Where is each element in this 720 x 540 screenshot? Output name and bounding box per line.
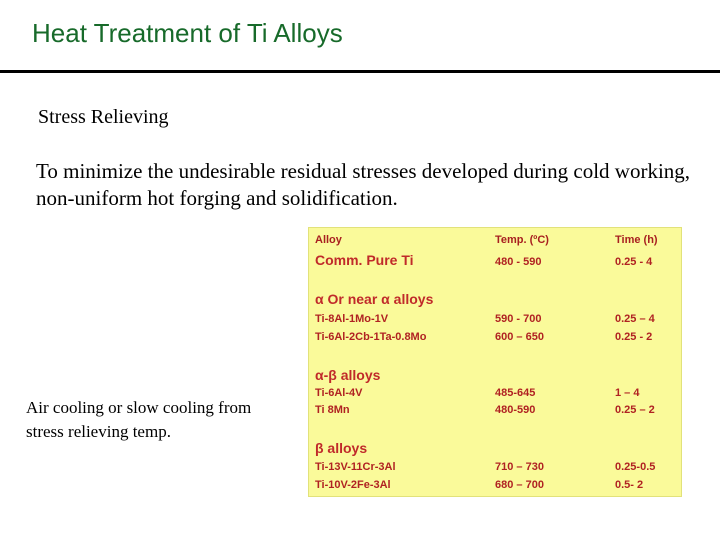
alpha-beta-row-2-temp: 480-590 — [495, 404, 536, 416]
row-comm-pure-time: 0.25 - 4 — [615, 256, 653, 268]
alpha-row-2-temp: 600 – 650 — [495, 331, 544, 343]
group-alpha-beta-label: α-β alloys — [315, 367, 381, 383]
description-text: To minimize the undesirable residual stresses developed during cold working, non-uniform hot forging and solidification. — [36, 159, 691, 210]
row-comm-pure-alloy: Comm. Pure Ti — [315, 252, 414, 268]
beta-row-1-alloy: Ti-13V-11Cr-3Al — [315, 461, 396, 473]
slide-title: Heat Treatment of Ti Alloys — [32, 18, 343, 48]
header-time: Time (h) — [615, 234, 658, 246]
header-alloy: Alloy — [315, 234, 342, 246]
alpha-row-1-time: 0.25 – 4 — [615, 313, 655, 325]
alpha-beta-row-2-time: 0.25 – 2 — [615, 404, 655, 416]
group-alpha-label: α Or near α alloys — [315, 291, 434, 307]
alpha-row-1-alloy: Ti-8Al-1Mo-1V — [315, 313, 389, 325]
alpha-row-2-alloy: Ti-6Al-2Cb-1Ta-0.8Mo — [315, 331, 427, 343]
alpha-beta-row-1-time: 1 – 4 — [615, 387, 640, 399]
stress-relief-table — [308, 227, 682, 497]
alpha-row-2-time: 0.25 - 2 — [615, 331, 653, 343]
alpha-beta-row-1-temp: 485-645 — [495, 387, 536, 399]
cooling-note: Air cooling or slow cooling from stress relieving temp. — [26, 398, 252, 441]
beta-row-2-temp: 680 – 700 — [495, 479, 544, 491]
section-heading: Stress Relieving — [38, 106, 169, 128]
group-beta-label: β alloys — [315, 440, 368, 456]
alpha-beta-row-1-alloy: Ti-6Al-4V — [315, 387, 363, 399]
row-comm-pure-temp: 480 - 590 — [495, 256, 542, 268]
alpha-row-1-temp: 590 - 700 — [495, 313, 542, 325]
beta-row-2-alloy: Ti-10V-2Fe-3Al — [315, 479, 391, 491]
title-divider — [0, 70, 720, 73]
beta-row-1-time: 0.25-0.5 — [615, 461, 656, 473]
header-temp: Temp. (ºC) — [495, 234, 549, 246]
beta-row-2-time: 0.5- 2 — [615, 479, 644, 491]
beta-row-1-temp: 710 – 730 — [495, 461, 544, 473]
alpha-beta-row-2-alloy: Ti 8Mn — [315, 404, 350, 416]
